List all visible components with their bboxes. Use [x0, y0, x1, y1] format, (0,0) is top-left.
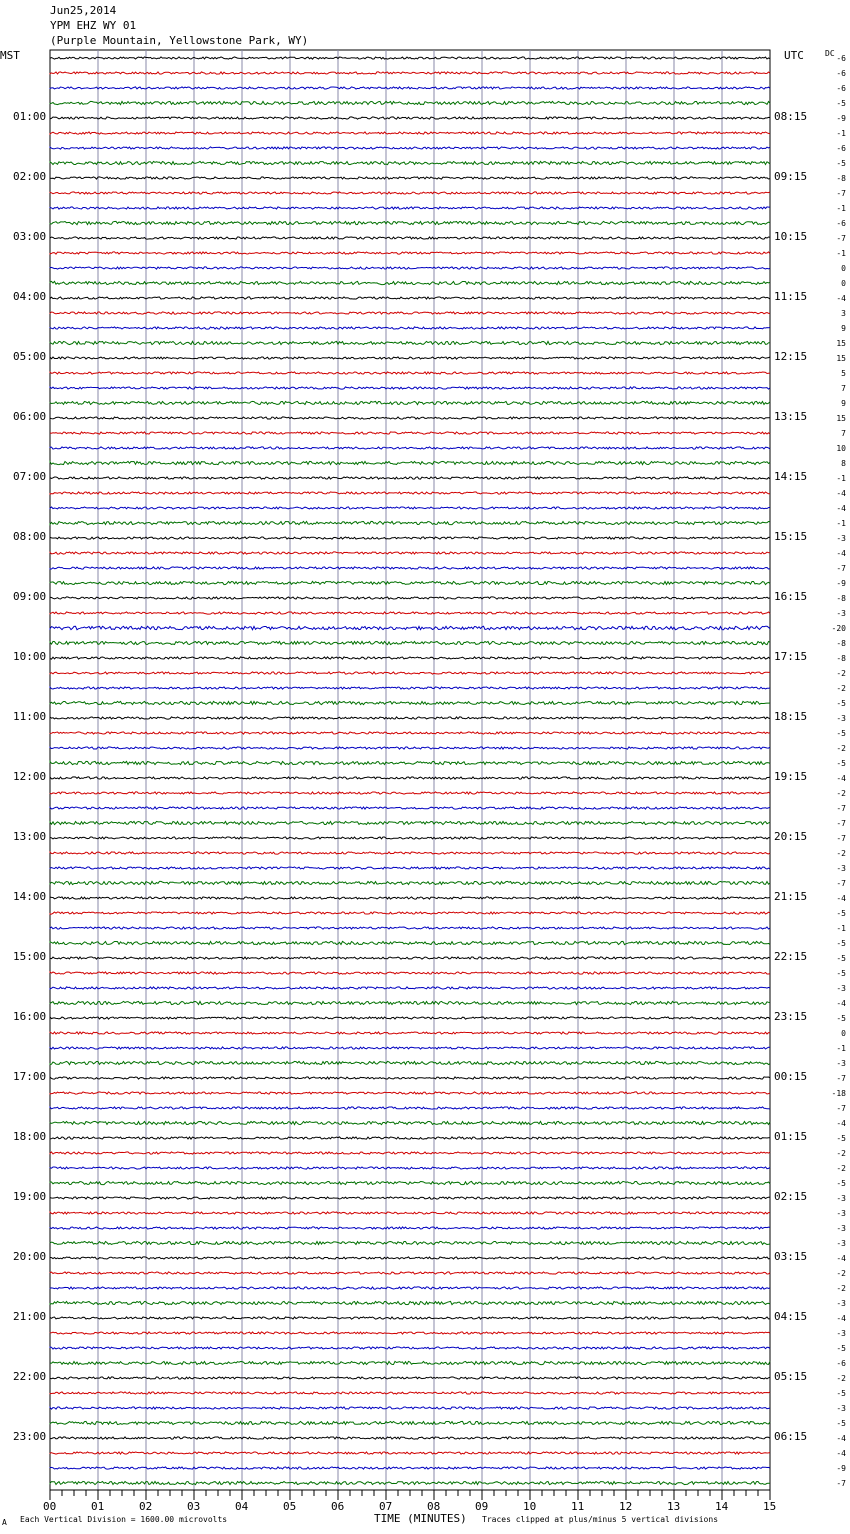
hour-label-mst: 17:00 — [13, 1070, 47, 1083]
hour-label-mst: 23:00 — [13, 1430, 47, 1443]
dc-offset-value: -2 — [836, 789, 846, 798]
seismic-trace — [50, 687, 770, 689]
dc-offset-value: -4 — [836, 1314, 846, 1323]
dc-offset-value: -9 — [836, 579, 846, 588]
dc-offset-value: -7 — [836, 879, 846, 888]
dc-offset-value: -1 — [836, 129, 846, 138]
hour-label-utc: 13:15 — [774, 410, 808, 423]
station-label: YPM EHZ WY 01 — [50, 19, 137, 32]
x-tick-label: 07 — [379, 1500, 393, 1513]
seismic-trace — [50, 117, 770, 119]
seismic-trace — [50, 1467, 770, 1469]
dc-offset-value: -7 — [836, 564, 846, 573]
seismic-trace — [50, 1257, 770, 1259]
hour-label-utc: 08:15 — [774, 110, 808, 123]
hour-label-utc: 05:15 — [774, 1370, 808, 1383]
x-tick-label: 03 — [187, 1500, 201, 1513]
seismic-trace — [50, 461, 770, 464]
dc-offset-value: -3 — [836, 984, 846, 993]
hour-label-mst: 07:00 — [13, 470, 47, 483]
seismic-trace — [50, 1317, 770, 1319]
seismic-trace — [50, 492, 770, 494]
seismic-trace — [50, 1227, 770, 1229]
hour-label-mst: 20:00 — [13, 1250, 47, 1263]
dc-offset-value: -7 — [836, 1104, 846, 1113]
dc-offset-value: -6 — [836, 69, 846, 78]
dc-offset-value: -1 — [836, 204, 846, 213]
dc-offset-value: -3 — [836, 1239, 846, 1248]
seismic-trace — [50, 237, 770, 239]
hour-label-mst: 09:00 — [13, 590, 47, 603]
seismic-trace — [50, 972, 770, 974]
seismic-trace — [50, 101, 770, 104]
seismic-trace — [50, 1001, 770, 1004]
dc-offset-value: -7 — [836, 189, 846, 198]
seismic-trace — [50, 372, 770, 374]
hour-label-utc: 19:15 — [774, 770, 808, 783]
x-tick-label: 11 — [571, 1500, 585, 1513]
seismic-trace — [50, 821, 770, 824]
seismic-trace — [50, 1047, 770, 1049]
dc-offset-value: -7 — [836, 834, 846, 843]
seismic-trace — [50, 281, 770, 284]
dc-offset-value: -1 — [836, 519, 846, 528]
dc-offset-value: -3 — [836, 1404, 846, 1413]
seismic-trace — [50, 161, 770, 164]
x-tick-label: 05 — [283, 1500, 297, 1513]
dc-offset-value: -5 — [836, 909, 846, 918]
dc-offset-value: -4 — [836, 294, 846, 303]
seismic-trace — [50, 1032, 770, 1034]
hour-label-utc: 12:15 — [774, 350, 808, 363]
hour-label-utc: 22:15 — [774, 950, 808, 963]
hour-label-mst: 22:00 — [13, 1370, 47, 1383]
dc-offset-value: -5 — [836, 1389, 846, 1398]
seismic-trace — [50, 267, 770, 269]
dc-offset-value: -20 — [831, 624, 846, 633]
dc-offset-value: -3 — [836, 1209, 846, 1218]
hour-label-utc: 14:15 — [774, 470, 808, 483]
seismic-trace — [50, 987, 770, 989]
dc-label: DC — [825, 49, 835, 58]
hour-label-mst: 21:00 — [13, 1310, 47, 1323]
seismic-trace — [50, 147, 770, 149]
plot-frame — [50, 50, 770, 1490]
dc-offset-value: -4 — [836, 894, 846, 903]
hour-label-utc: 00:15 — [774, 1070, 808, 1083]
x-tick-label: 06 — [331, 1500, 345, 1513]
dc-offset-value: -1 — [836, 1044, 846, 1053]
dc-offset-value: -5 — [836, 939, 846, 948]
dc-offset-value: 15 — [836, 339, 846, 348]
dc-offset-value: -1 — [836, 924, 846, 933]
dc-offset-value: -4 — [836, 1434, 846, 1443]
left-timezone-label: MST — [0, 49, 20, 62]
dc-offset-value: -5 — [836, 759, 846, 768]
x-tick-label: 08 — [427, 1500, 441, 1513]
seismic-trace — [50, 521, 770, 524]
seismic-trace — [50, 612, 770, 614]
dc-offset-value: -9 — [836, 1464, 846, 1473]
seismic-trace — [50, 1121, 770, 1124]
dc-offset-value: -7 — [836, 234, 846, 243]
dc-offset-value: -5 — [836, 729, 846, 738]
hour-label-mst: 02:00 — [13, 170, 47, 183]
dc-offset-value: -5 — [836, 954, 846, 963]
seismic-trace — [50, 477, 770, 479]
seismic-trace — [50, 401, 770, 404]
seismic-trace — [50, 1347, 770, 1349]
seismic-trace — [50, 72, 770, 74]
dc-offset-value: -9 — [836, 114, 846, 123]
dc-offset-value: -6 — [836, 144, 846, 153]
dc-offset-value: -2 — [836, 849, 846, 858]
dc-offset-value: -4 — [836, 1119, 846, 1128]
x-tick-label: 02 — [139, 1500, 153, 1513]
dc-offset-value: -2 — [836, 684, 846, 693]
seismic-trace — [50, 867, 770, 869]
seismic-trace — [50, 1361, 770, 1364]
dc-offset-value: 7 — [841, 429, 846, 438]
seismic-trace — [50, 1152, 770, 1154]
dc-offset-value: -3 — [836, 609, 846, 618]
seismic-trace — [50, 1272, 770, 1274]
location-label: (Purple Mountain, Yellowstone Park, WY) — [50, 34, 309, 47]
seismic-trace — [50, 852, 770, 854]
seismic-trace — [50, 432, 770, 434]
seismic-trace — [50, 447, 770, 449]
dc-offset-value: -3 — [836, 1299, 846, 1308]
dc-offset-value: -2 — [836, 1374, 846, 1383]
seismic-trace — [50, 1092, 770, 1094]
x-axis-title: TIME (MINUTES) — [374, 1512, 467, 1525]
seismic-trace — [50, 1212, 770, 1214]
hour-label-utc: 17:15 — [774, 650, 808, 663]
x-tick-label: 15 — [763, 1500, 777, 1513]
hour-label-mst: 18:00 — [13, 1130, 47, 1143]
seismic-trace — [50, 1437, 770, 1439]
seismic-trace — [50, 1377, 770, 1379]
dc-offset-value: -7 — [836, 1479, 846, 1488]
seismic-trace — [50, 1077, 770, 1079]
dc-offset-value: -5 — [836, 1344, 846, 1353]
seismic-trace — [50, 1481, 770, 1484]
x-tick-label: 10 — [523, 1500, 537, 1513]
hour-label-mst: 10:00 — [13, 650, 47, 663]
x-tick-label: 12 — [619, 1500, 633, 1513]
hour-label-utc: 11:15 — [774, 290, 808, 303]
seismic-trace — [50, 57, 770, 59]
seismic-trace — [50, 1167, 770, 1169]
dc-offset-value: 15 — [836, 354, 846, 363]
seismic-trace — [50, 1107, 770, 1109]
hour-label-mst: 05:00 — [13, 350, 47, 363]
x-tick-label: 09 — [475, 1500, 489, 1513]
seismic-trace — [50, 507, 770, 509]
hour-label-utc: 06:15 — [774, 1430, 808, 1443]
dc-offset-value: -4 — [836, 999, 846, 1008]
hour-label-utc: 10:15 — [774, 230, 808, 243]
seismic-trace — [50, 597, 770, 599]
seismic-trace — [50, 672, 770, 674]
x-tick-label: 00 — [43, 1500, 57, 1513]
seismic-trace — [50, 537, 770, 539]
seismic-trace — [50, 87, 770, 89]
dc-offset-value: -2 — [836, 1269, 846, 1278]
dc-offset-value: -4 — [836, 1254, 846, 1263]
seismic-trace — [50, 387, 770, 389]
dc-offset-value: 0 — [841, 1029, 846, 1038]
dc-offset-value: -7 — [836, 1074, 846, 1083]
seismic-trace — [50, 581, 770, 584]
dc-offset-value: -2 — [836, 1149, 846, 1158]
seismic-trace — [50, 761, 770, 764]
seismic-trace — [50, 1287, 770, 1289]
hour-label-utc: 02:15 — [774, 1190, 808, 1203]
dc-offset-value: -6 — [836, 54, 846, 63]
seismic-trace — [50, 192, 770, 194]
seismic-trace — [50, 297, 770, 299]
dc-offset-value: -4 — [836, 489, 846, 498]
dc-offset-value: -3 — [836, 864, 846, 873]
seismic-trace — [50, 1197, 770, 1199]
dc-offset-value: -5 — [836, 1014, 846, 1023]
dc-offset-value: 7 — [841, 384, 846, 393]
dc-offset-value: -4 — [836, 504, 846, 513]
dc-offset-value: -3 — [836, 534, 846, 543]
dc-offset-value: -4 — [836, 1449, 846, 1458]
dc-offset-value: 10 — [836, 444, 846, 453]
seismic-trace — [50, 732, 770, 734]
seismic-trace — [50, 327, 770, 329]
hour-label-mst: 06:00 — [13, 410, 47, 423]
dc-offset-value: -1 — [836, 474, 846, 483]
hour-label-utc: 21:15 — [774, 890, 808, 903]
dc-offset-value: -3 — [836, 1194, 846, 1203]
dc-offset-value: -2 — [836, 669, 846, 678]
hour-label-utc: 15:15 — [774, 530, 808, 543]
hour-label-utc: 04:15 — [774, 1310, 808, 1323]
hour-label-utc: 20:15 — [774, 830, 808, 843]
dc-offset-value: 15 — [836, 414, 846, 423]
hour-label-mst: 16:00 — [13, 1010, 47, 1023]
seismic-trace — [50, 312, 770, 314]
date-label: Jun25,2014 — [50, 4, 117, 17]
seismic-trace — [50, 792, 770, 794]
seismic-trace — [50, 957, 770, 959]
dc-offset-value: 0 — [841, 264, 846, 273]
dc-offset-value: -5 — [836, 159, 846, 168]
dc-offset-value: -6 — [836, 84, 846, 93]
seismic-trace — [50, 207, 770, 209]
seismic-trace — [50, 417, 770, 419]
seismic-trace — [50, 807, 770, 809]
seismic-trace — [50, 1332, 770, 1334]
hour-label-utc: 23:15 — [774, 1010, 808, 1023]
seismic-trace — [50, 897, 770, 899]
seismic-trace — [50, 252, 770, 254]
dc-offset-value: -3 — [836, 1059, 846, 1068]
seismic-trace — [50, 701, 770, 704]
dc-offset-value: -8 — [836, 654, 846, 663]
seismic-trace — [50, 626, 770, 629]
hour-label-mst: 19:00 — [13, 1190, 47, 1203]
hour-label-mst: 15:00 — [13, 950, 47, 963]
x-tick-label: 13 — [667, 1500, 681, 1513]
seismic-trace — [50, 941, 770, 944]
seismic-trace — [50, 552, 770, 554]
dc-offset-value: 9 — [841, 399, 846, 408]
dc-offset-value: 0 — [841, 279, 846, 288]
hour-label-mst: 11:00 — [13, 710, 47, 723]
dc-offset-value: -4 — [836, 549, 846, 558]
hour-label-utc: 09:15 — [774, 170, 808, 183]
dc-offset-value: -8 — [836, 594, 846, 603]
hour-label-mst: 03:00 — [13, 230, 47, 243]
x-tick-label: 04 — [235, 1500, 249, 1513]
dc-offset-value: -2 — [836, 1164, 846, 1173]
clip-note: Traces clipped at plus/minus 5 vertical divisions — [482, 1515, 719, 1524]
seismic-trace — [50, 221, 770, 224]
x-tick-label: 01 — [91, 1500, 105, 1513]
hour-label-mst: 01:00 — [13, 110, 47, 123]
seismic-trace — [50, 1301, 770, 1304]
seismic-trace — [50, 132, 770, 134]
seismic-trace — [50, 1421, 770, 1424]
dc-offset-value: -7 — [836, 819, 846, 828]
seismic-trace — [50, 341, 770, 344]
seismic-trace — [50, 641, 770, 644]
dc-offset-value: -4 — [836, 774, 846, 783]
corner-mark: A — [2, 1518, 7, 1527]
dc-offset-value: -7 — [836, 804, 846, 813]
dc-offset-value: -18 — [831, 1089, 846, 1098]
hour-label-utc: 03:15 — [774, 1250, 808, 1263]
seismic-trace — [50, 657, 770, 659]
dc-offset-value: -5 — [836, 1419, 846, 1428]
hour-label-mst: 14:00 — [13, 890, 47, 903]
dc-offset-value: -5 — [836, 1134, 846, 1143]
seismic-trace — [50, 837, 770, 839]
dc-offset-value: -3 — [836, 1329, 846, 1338]
seismic-trace — [50, 912, 770, 914]
seismic-trace — [50, 747, 770, 749]
seismic-trace — [50, 1407, 770, 1409]
hour-label-utc: 16:15 — [774, 590, 808, 603]
seismic-trace — [50, 777, 770, 779]
dc-offset-value: -6 — [836, 219, 846, 228]
hour-label-mst: 04:00 — [13, 290, 47, 303]
dc-offset-value: 9 — [841, 324, 846, 333]
hour-label-utc: 18:15 — [774, 710, 808, 723]
dc-offset-value: -2 — [836, 1284, 846, 1293]
dc-offset-value: -3 — [836, 714, 846, 723]
seismic-trace — [50, 177, 770, 179]
dc-offset-value: -2 — [836, 744, 846, 753]
seismic-trace — [50, 1241, 770, 1244]
seismic-trace — [50, 927, 770, 929]
x-tick-label: 14 — [715, 1500, 729, 1513]
seismic-trace — [50, 567, 770, 569]
dc-offset-value: -5 — [836, 99, 846, 108]
dc-offset-value: -3 — [836, 1224, 846, 1233]
seismic-trace — [50, 717, 770, 719]
seismic-trace — [50, 1392, 770, 1394]
seismic-trace — [50, 1137, 770, 1139]
seismic-trace — [50, 1452, 770, 1454]
dc-offset-value: 5 — [841, 369, 846, 378]
seismic-trace — [50, 357, 770, 359]
seismic-trace — [50, 1181, 770, 1184]
seismic-trace — [50, 1017, 770, 1019]
dc-offset-value: 8 — [841, 459, 846, 468]
right-timezone-label: UTC — [784, 49, 804, 62]
scale-note: Each Vertical Division = 1600.00 microvolts — [20, 1515, 228, 1524]
dc-offset-value: -5 — [836, 969, 846, 978]
dc-offset-value: -5 — [836, 699, 846, 708]
hour-label-mst: 12:00 — [13, 770, 47, 783]
dc-offset-value: -8 — [836, 639, 846, 648]
seismic-trace — [50, 1061, 770, 1064]
dc-offset-value: -6 — [836, 1359, 846, 1368]
hour-label-utc: 01:15 — [774, 1130, 808, 1143]
hour-label-mst: 08:00 — [13, 530, 47, 543]
dc-offset-value: -8 — [836, 174, 846, 183]
dc-offset-value: 3 — [841, 309, 846, 318]
dc-offset-value: -5 — [836, 1179, 846, 1188]
hour-label-mst: 13:00 — [13, 830, 47, 843]
dc-offset-value: -1 — [836, 249, 846, 258]
seismic-trace — [50, 881, 770, 884]
